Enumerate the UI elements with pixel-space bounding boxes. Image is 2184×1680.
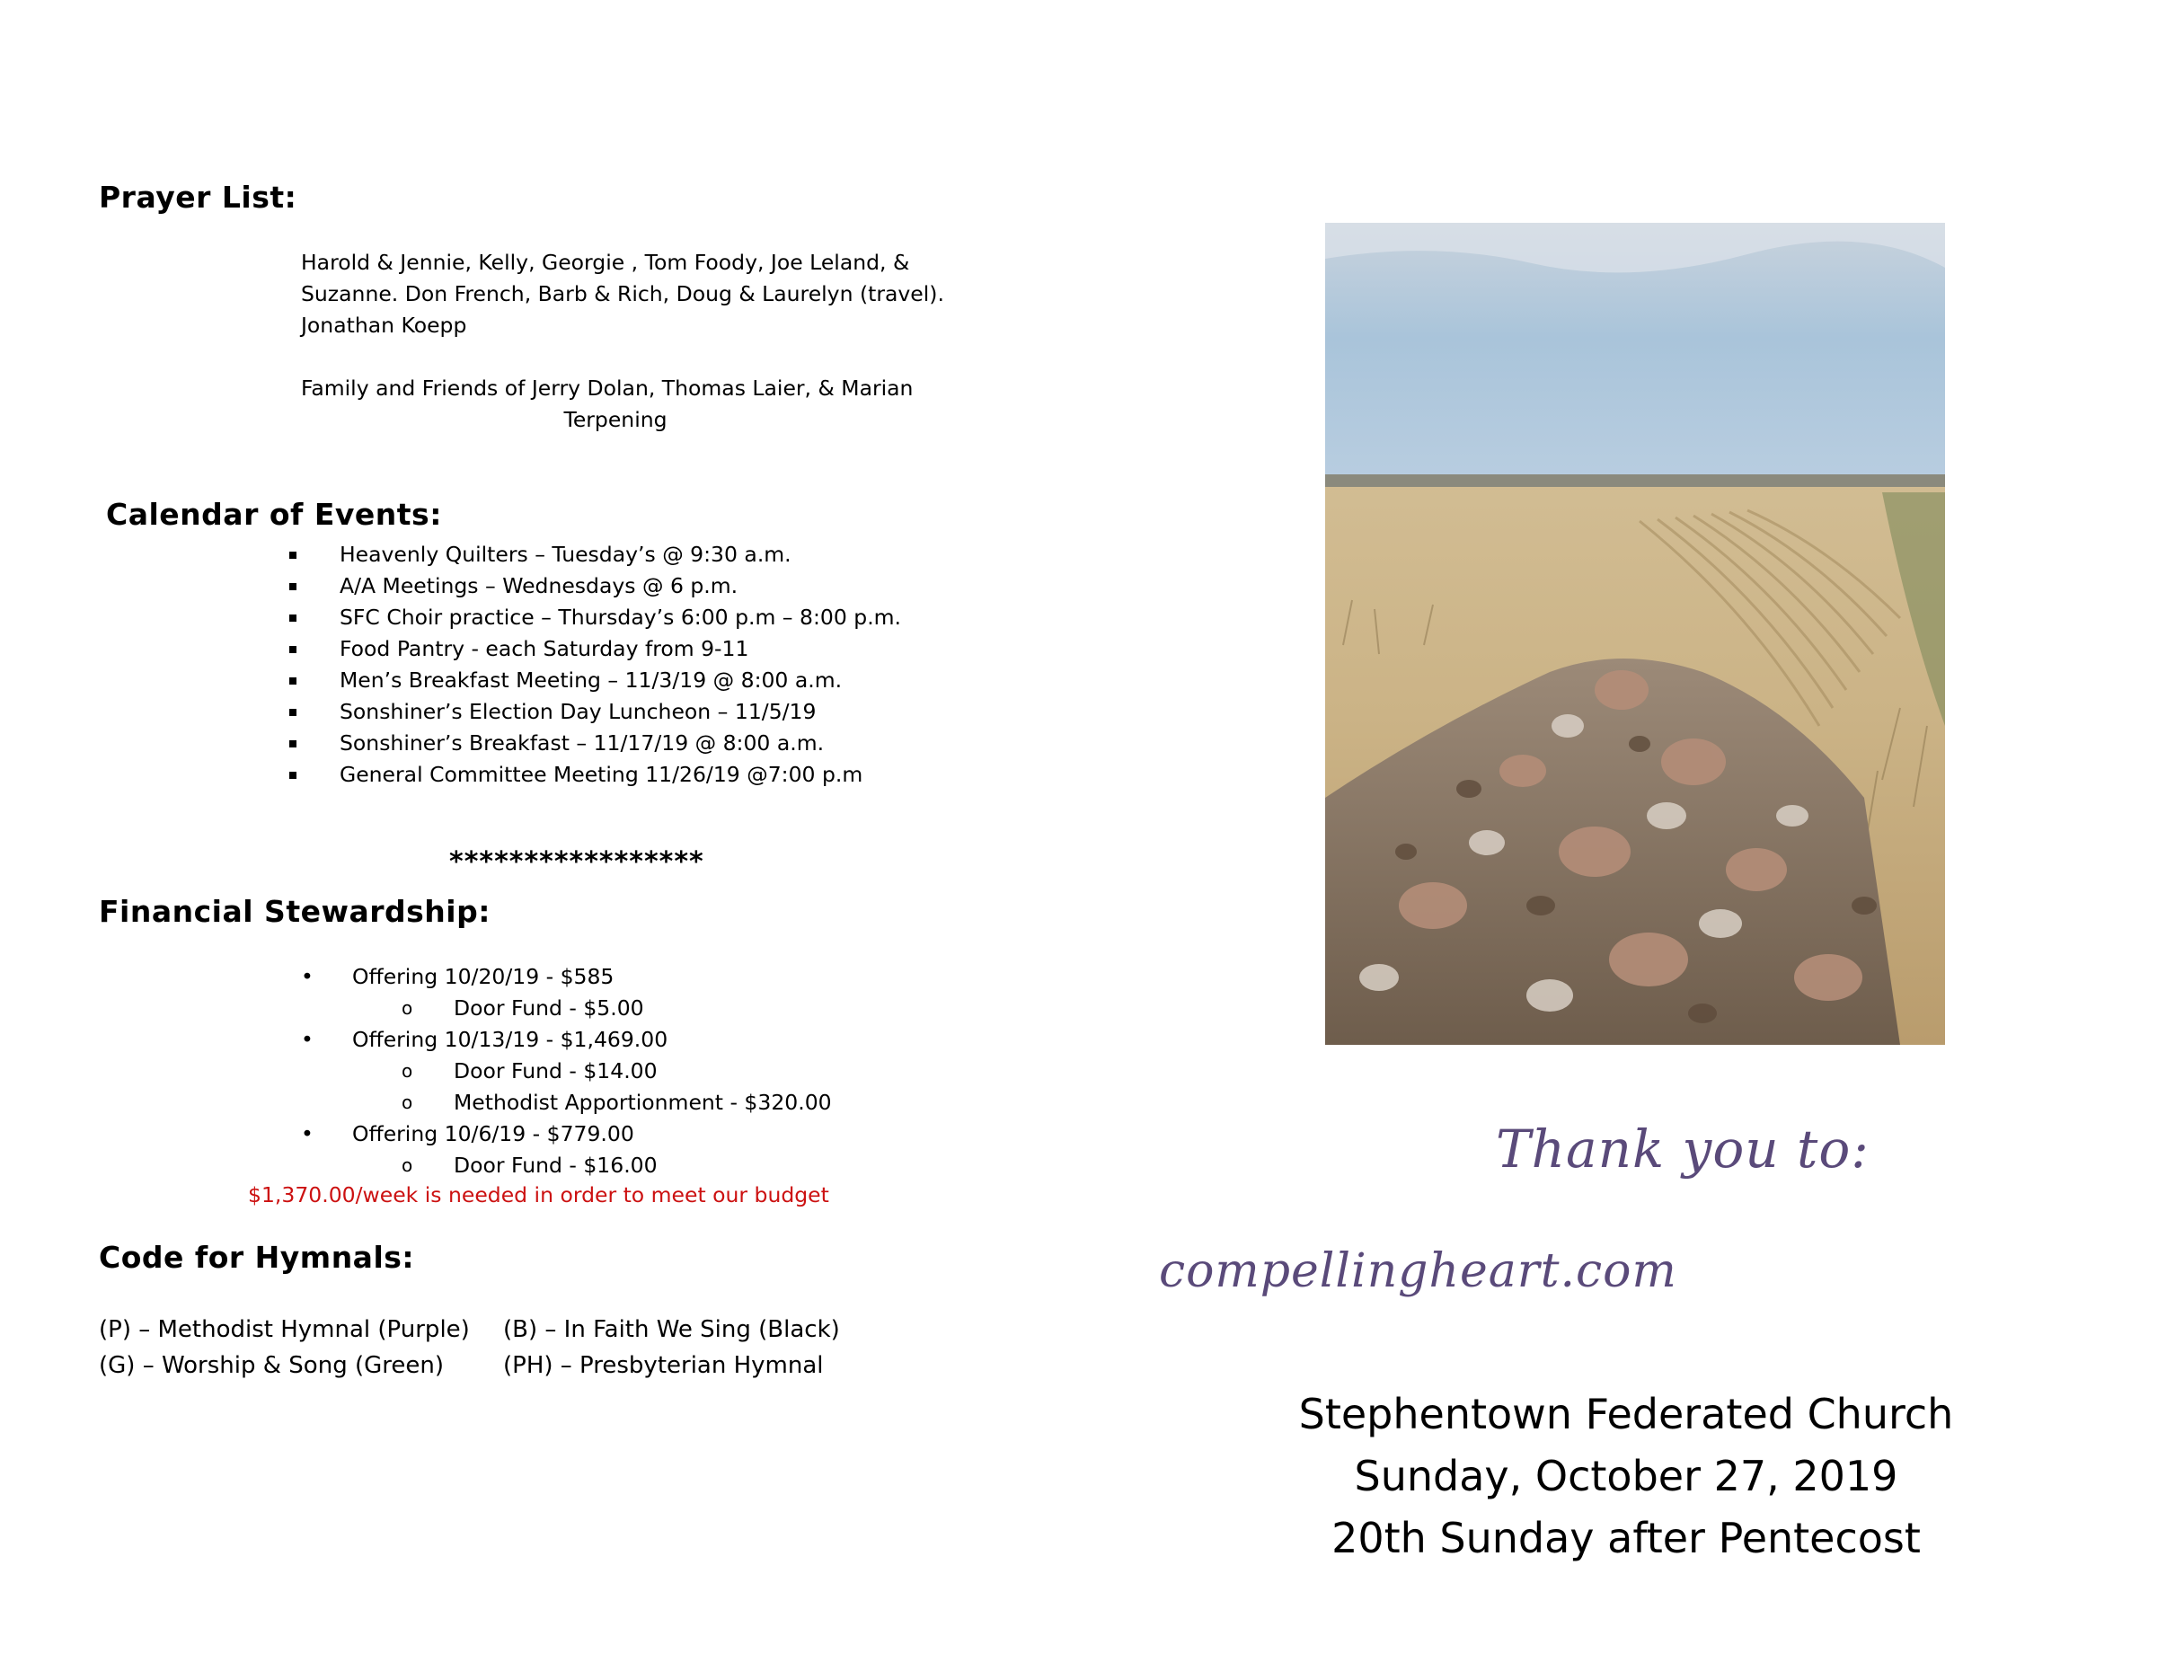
hymnal-codes <box>99 1312 840 1384</box>
square-bullet-icon <box>289 615 296 622</box>
prayer-line: Harold & Jennie, Kelly, Georgie , Tom Foody, Joe Leland, & <box>301 250 910 275</box>
offering-item: • Offering 10/13/19 - $1,469.00 <box>301 1024 832 1056</box>
calendar-item: Men’s Breakfast Meeting – 11/3/19 @ 8:00 a.m. <box>289 665 901 696</box>
calendar-item: Heavenly Quilters – Tuesday’s @ 9:30 a.m. <box>289 539 901 570</box>
bullet-icon: • <box>301 964 314 989</box>
hymnal-code: (B) – In Faith We Sing (Black) <box>503 1316 840 1343</box>
prayer-list-names <box>301 247 984 341</box>
hymnal-heading: Code for Hymnals: <box>99 1240 415 1275</box>
square-bullet-icon <box>289 552 296 559</box>
church-name: Stephentown Federated Church <box>1298 1390 1954 1438</box>
prayer-line: Suzanne. Don French, Barb & Rich, Doug & Laurelyn (travel). <box>301 281 944 306</box>
bullet-icon: • <box>301 1027 314 1052</box>
liturgical-day: 20th Sunday after Pentecost <box>1331 1514 1921 1562</box>
hymnal-row <box>99 1312 840 1348</box>
section-divider: ***************** <box>449 846 704 878</box>
financial-list <box>301 961 832 1181</box>
bulletin-title <box>1240 1384 2012 1569</box>
financial-heading: Financial Stewardship: <box>99 894 491 929</box>
website-credit: compellingheart.com <box>1159 1244 1677 1298</box>
calendar-list <box>289 539 901 791</box>
hymnal-code: (G) – Worship & Song (Green) <box>99 1352 444 1379</box>
square-bullet-icon <box>289 646 296 653</box>
circle-bullet-icon: o <box>402 997 413 1019</box>
square-bullet-icon <box>289 772 296 779</box>
square-bullet-icon <box>289 583 296 590</box>
fund-item: o Door Fund - $16.00 <box>301 1150 832 1181</box>
circle-bullet-icon: o <box>402 1060 413 1082</box>
fund-item: o Methodist Apportionment - $320.00 <box>301 1087 832 1119</box>
circle-bullet-icon: o <box>402 1092 413 1113</box>
prayer-family-line: Family and Friends of Jerry Dolan, Thomas Laier, & Marian <box>301 376 914 401</box>
prayer-list-heading: Prayer List: <box>99 180 297 215</box>
calendar-item: Sonshiner’s Election Day Luncheon – 11/5/19 <box>289 696 901 728</box>
prayer-line: Jonathan Koepp <box>301 313 467 338</box>
bullet-icon: • <box>301 1121 314 1146</box>
hymnal-code: (P) – Methodist Hymnal (Purple) <box>99 1316 470 1343</box>
square-bullet-icon <box>289 709 296 716</box>
thank-you-text: Thank you to: <box>1496 1119 1870 1180</box>
calendar-heading: Calendar of Events: <box>106 497 442 532</box>
fund-item: o Door Fund - $5.00 <box>301 993 832 1024</box>
prayer-family-friends <box>301 373 930 436</box>
prayer-family-line: Terpening <box>563 407 668 432</box>
calendar-item: Food Pantry - each Saturday from 9-11 <box>289 633 901 665</box>
calendar-item: SFC Choir practice – Thursday’s 6:00 p.m – 8:00 p.m. <box>289 602 901 633</box>
calendar-item: General Committee Meeting 11/26/19 @7:00 p.m <box>289 759 901 791</box>
calendar-item: Sonshiner’s Breakfast – 11/17/19 @ 8:00 a.m. <box>289 728 901 759</box>
service-date: Sunday, October 27, 2019 <box>1354 1452 1898 1500</box>
circle-bullet-icon: o <box>402 1154 413 1176</box>
budget-note: $1,370.00/week is needed in order to meet our budget <box>248 1182 829 1207</box>
hymnal-code: (PH) – Presbyterian Hymnal <box>503 1352 824 1379</box>
square-bullet-icon <box>289 677 296 685</box>
square-bullet-icon <box>289 740 296 747</box>
fund-item: o Door Fund - $14.00 <box>301 1056 832 1087</box>
offering-item: • Offering 10/6/19 - $779.00 <box>301 1119 832 1150</box>
calendar-item: A/A Meetings – Wednesdays @ 6 p.m. <box>289 570 901 602</box>
prairie-field-rock-pile-photo <box>1325 223 1945 1045</box>
hymnal-row <box>99 1348 840 1384</box>
offering-item: • Offering 10/20/19 - $585 <box>301 961 832 993</box>
